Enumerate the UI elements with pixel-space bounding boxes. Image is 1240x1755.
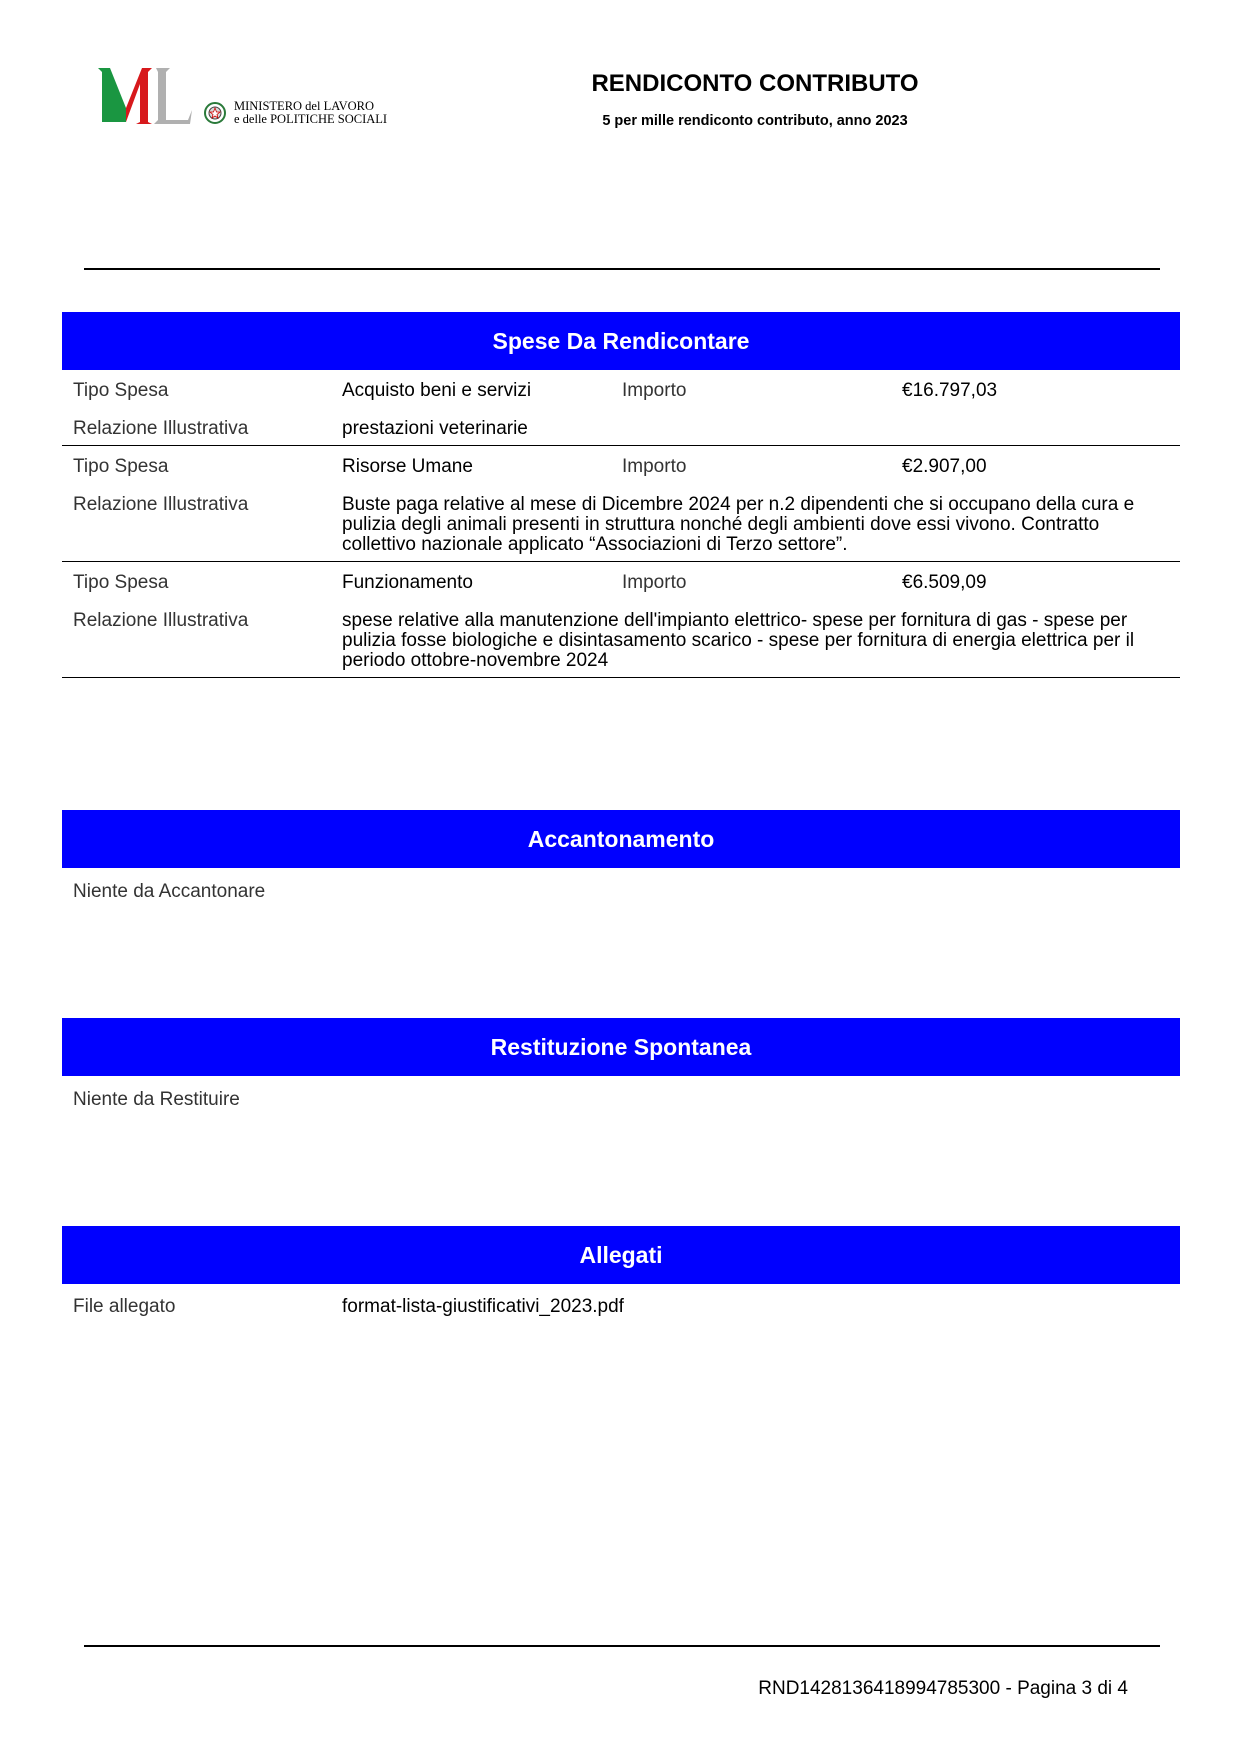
importo-value: €2.907,00	[902, 456, 987, 477]
tipo-spesa-label: Tipo Spesa	[73, 380, 169, 401]
attachment-file-name[interactable]: format-lista-giustificativi_2023.pdf	[342, 1296, 624, 1317]
relazione-value: spese relative alla manutenzione dell'impianto elettrico- spese per fornitura di gas - spese per pulizia fosse biologiche e disintasamento scarico - spese per fornitura di energia elettrica per il periodo ottobre-novembre 2024	[342, 610, 1135, 671]
ministry-line-2: e delle POLITICHE SOCIALI	[234, 112, 388, 126]
importo-label: Importo	[622, 572, 687, 593]
importo-label: Importo	[622, 380, 687, 401]
section-spese	[62, 312, 1180, 678]
accantonamento-text: Niente da Accantonare	[73, 881, 266, 902]
tipo-spesa-value: Risorse Umane	[342, 456, 473, 477]
section-accantonamento	[62, 810, 1180, 903]
footer-divider	[84, 1645, 1160, 1647]
section-allegati	[62, 1226, 1180, 1317]
expense-entry	[62, 562, 1180, 678]
importo-value: €16.797,03	[902, 380, 998, 401]
tipo-spesa-label: Tipo Spesa	[73, 572, 169, 593]
ministry-logo	[96, 64, 396, 128]
emblem-icon	[204, 102, 226, 124]
tipo-spesa-label: Tipo Spesa	[73, 456, 169, 477]
header-divider	[84, 268, 1160, 270]
relazione-label: Relazione Illustrativa	[73, 610, 249, 631]
expense-entry	[62, 446, 1180, 562]
tipo-spesa-value: Acquisto beni e servizi	[342, 380, 532, 401]
section-header-restituzione: Restituzione Spontanea	[62, 1018, 1180, 1076]
ministry-name	[234, 100, 387, 126]
relazione-label: Relazione Illustrativa	[73, 494, 249, 515]
tipo-spesa-value: Funzionamento	[342, 572, 473, 593]
importo-label: Importo	[622, 456, 687, 477]
section-header-allegati: Allegati	[62, 1226, 1180, 1284]
section-header-accantonamento: Accantonamento	[62, 810, 1180, 868]
relazione-value: Buste paga relative al mese di Dicembre 2024 per n.2 dipendenti che si occupano della cura e pulizia degli animali presenti in struttura nonché degli ambienti dove essi vivono. Contratto collettivo nazionale applicato “Associazioni di Terzo settore”.	[342, 494, 1135, 555]
restituzione-text: Niente da Restituire	[73, 1089, 240, 1110]
relazione-label: Relazione Illustrativa	[73, 418, 249, 439]
file-allegato-label: File allegato	[73, 1296, 176, 1317]
ml-logo-icon	[96, 64, 196, 128]
document-title: RENDICONTO CONTRIBUTO	[591, 70, 919, 97]
expense-entry	[62, 370, 1180, 446]
document-subtitle: 5 per mille rendiconto contributo, anno 2023	[602, 113, 908, 129]
page-footer-code: RND1428136418994785300 - Pagina 3 di 4	[758, 1678, 1128, 1699]
attachment-row	[62, 1284, 1180, 1317]
section-restituzione	[62, 1018, 1180, 1111]
section-header-spese: Spese Da Rendicontare	[62, 312, 1180, 370]
importo-value: €6.509,09	[902, 572, 987, 593]
relazione-value: prestazioni veterinarie	[342, 418, 528, 439]
ministry-line-1: MINISTERO del LAVORO	[234, 99, 375, 113]
